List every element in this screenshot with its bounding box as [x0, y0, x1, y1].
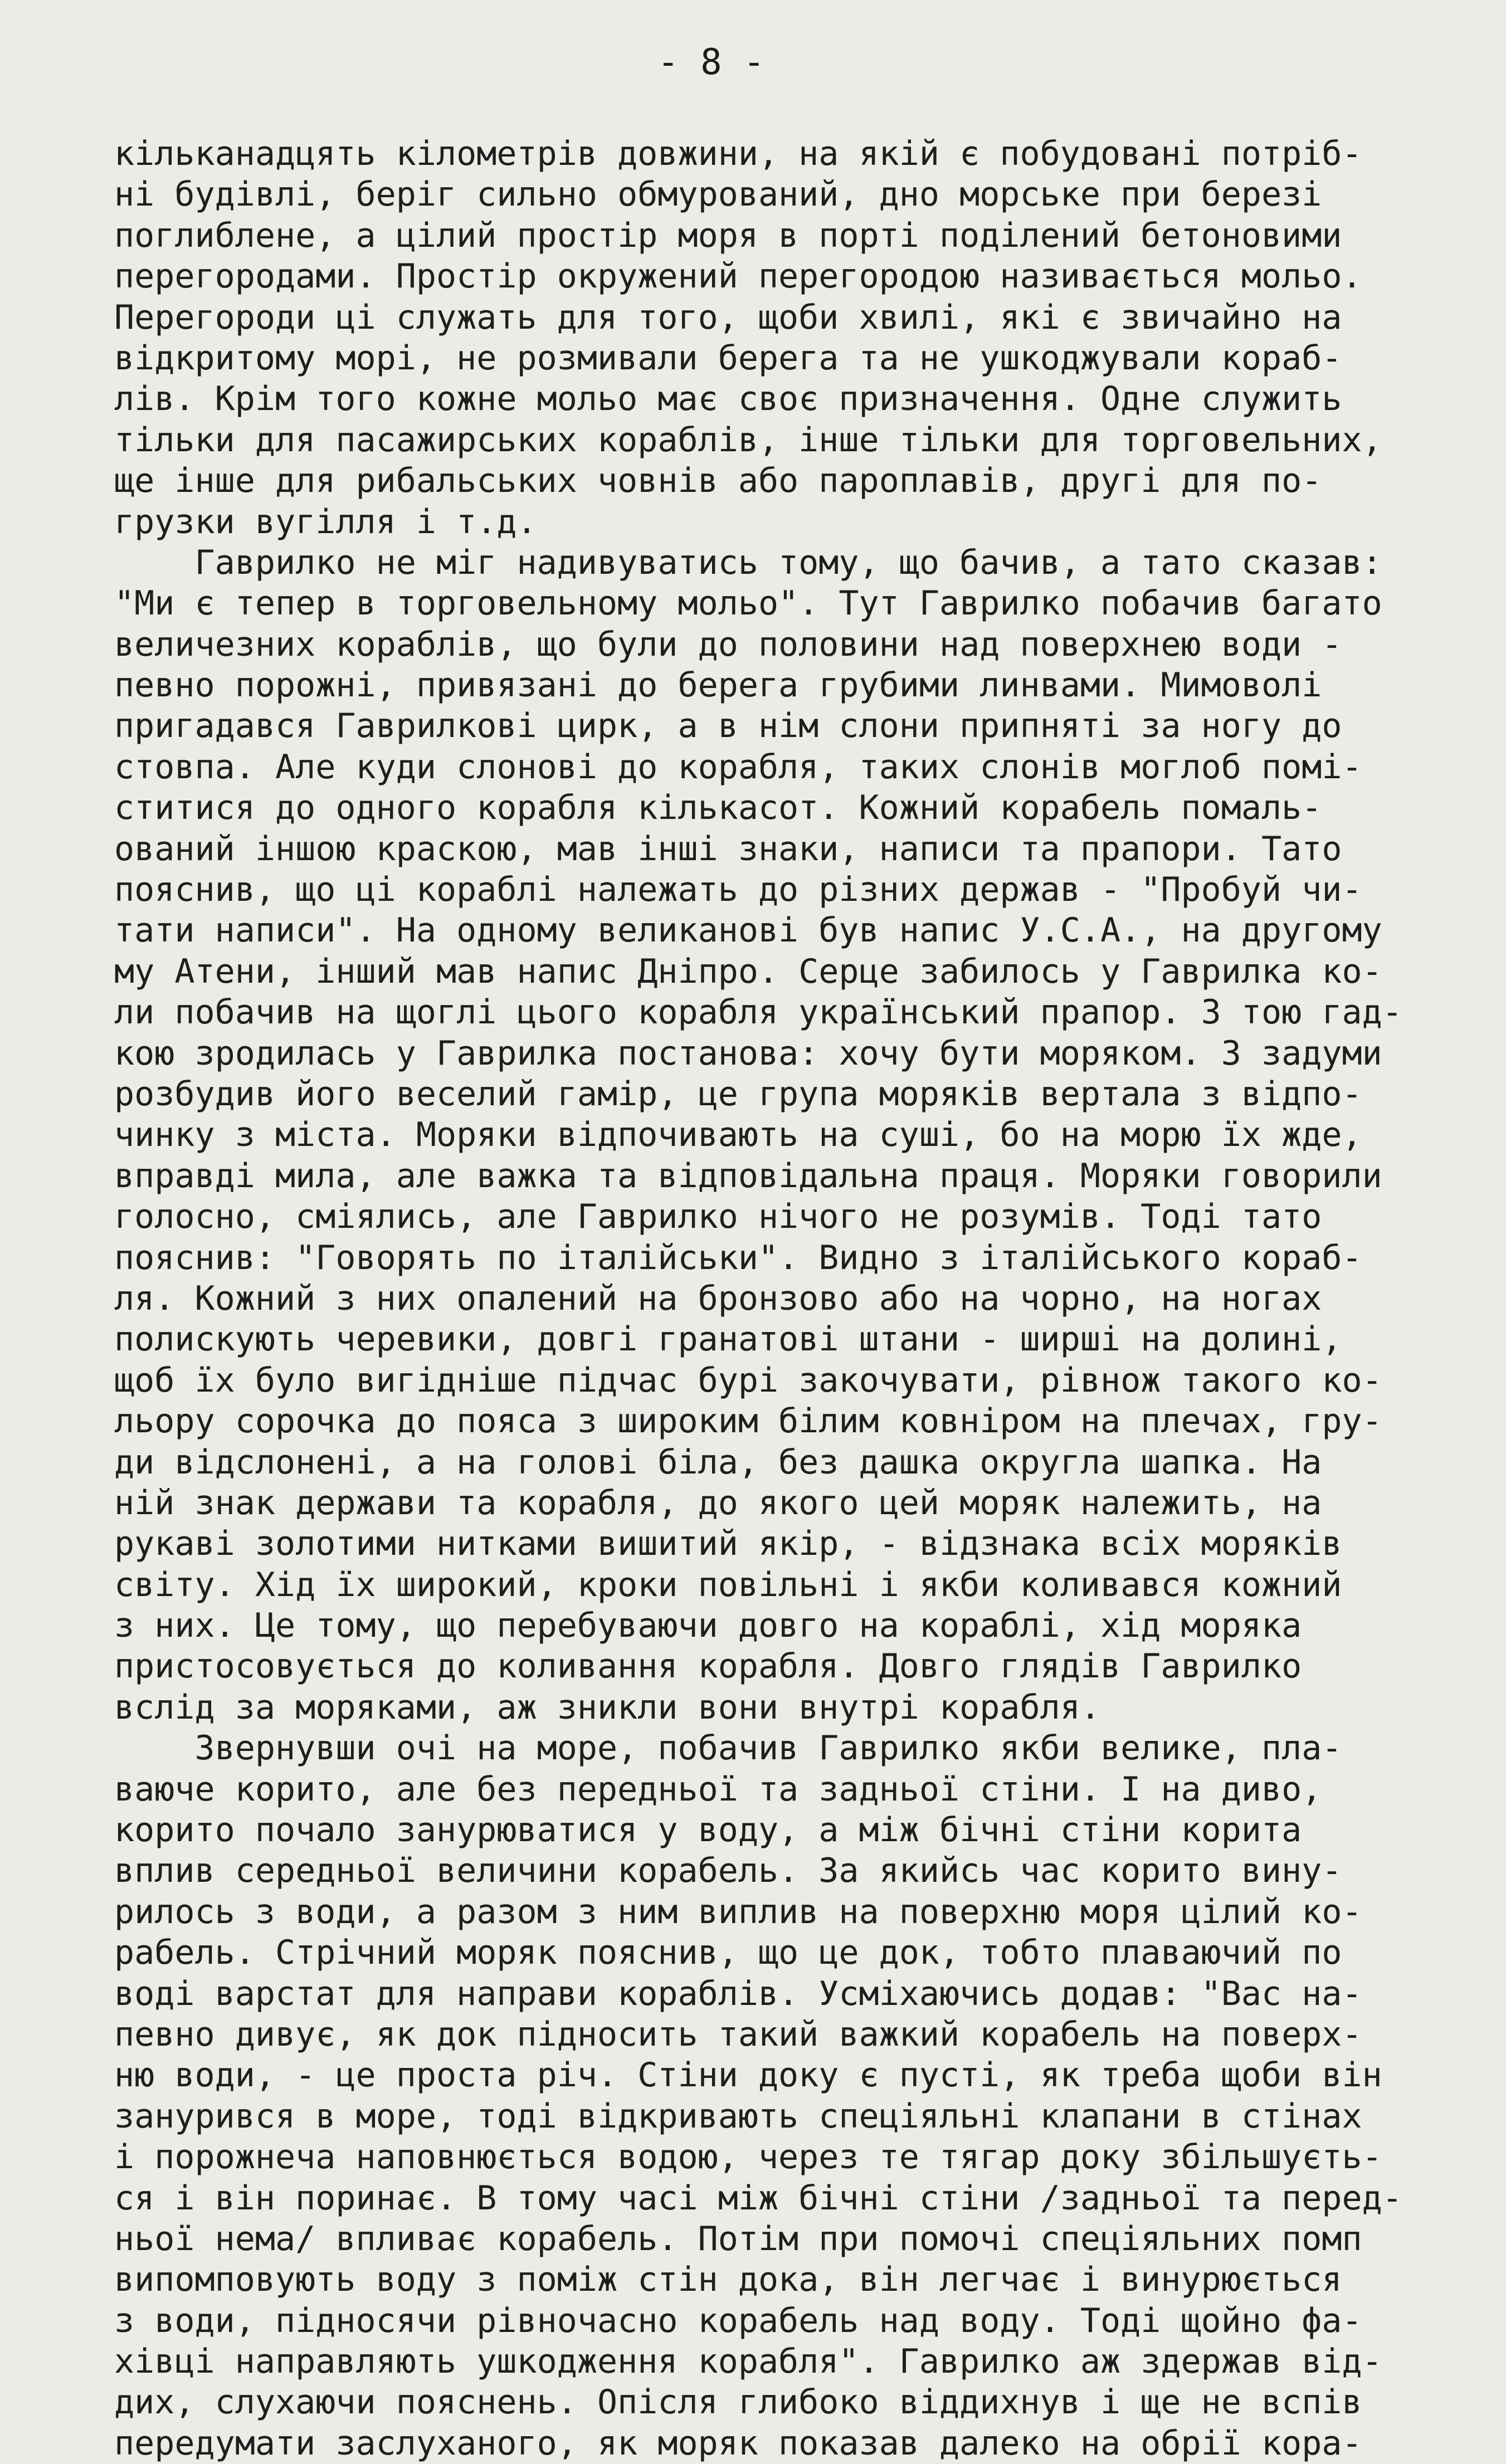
- text-line: ли побачив на щоглі цього корабля український прапор. З тою гад-: [114, 993, 1402, 1032]
- text-line: пояснив: "Говорять по італійськи". Видно з італійського кораб-: [114, 1238, 1362, 1277]
- text-line: розбудив його веселий гамір, це група моряків вертала з відпо-: [114, 1074, 1362, 1114]
- text-line: ще інше для рибальських човнів або пароплавів, другі для по-: [114, 461, 1322, 501]
- text-line: перегородами. Простір окружений перегородою називається мольо.: [114, 257, 1362, 296]
- text-line: дих, слухаючи пояснень. Опісля глибоко віддихнув і ще не вспів: [114, 2383, 1362, 2422]
- text-line: кою зродилась у Гаврилка постанова: хочу бути моряком. З задуми: [114, 1033, 1382, 1073]
- text-line: вслід за моряками, аж зникли вони внутрі корабля.: [114, 1687, 1101, 1727]
- text-line: корито почало занурюватися у воду, а між бічні стіни корита: [114, 1811, 1302, 1850]
- text-line: ньої нема/ впливає корабель. Потім при помочі спеціяльних помп: [114, 2219, 1362, 2258]
- text-line: полискують черевики, довгі гранатові штани - ширші на долині,: [114, 1320, 1342, 1359]
- text-line: льору сорочка до пояса з широким білим ковніром на плечах, гру-: [114, 1402, 1382, 1441]
- text-line: чинку з міста. Моряки відпочивають на суші, бо на морю їх жде,: [114, 1115, 1362, 1155]
- text-line: вправді мила, але важка та відповідальна праця. Моряки говорили: [114, 1156, 1382, 1196]
- text-line: з них. Це тому, що перебуваючи довго на кораблі, хід моряка: [114, 1606, 1302, 1646]
- text-line: занурився в море, тоді відкривають спеціяльні клапани в стінах: [114, 2096, 1362, 2136]
- text-line: воді варстат для направи кораблів. Усміхаючись додав: "Вас на-: [114, 1974, 1362, 2013]
- text-line: кільканадцять кілометрів довжини, на якій є побудовані потріб-: [114, 134, 1362, 173]
- text-line: передумати заслуханого, як моряк показав далеко на обрії кора-: [114, 2423, 1362, 2463]
- text-line: з води, підносячи рівночасно корабель над воду. Тоді щойно фа-: [114, 2301, 1362, 2340]
- text-line: певно дивує, як док підносить такий важкий корабель на поверх-: [114, 2014, 1362, 2054]
- text-line: рилось з води, а разом з ним виплив на поверхню моря цілий ко-: [114, 1892, 1362, 1931]
- text-line: Звернувши очі на море, побачив Гаврилко якби велике, пла-: [114, 1729, 1342, 1768]
- text-line: щоб їх було вигідніше підчас бурі закочувати, рівнож такого ко-: [114, 1360, 1382, 1400]
- text-line: відкритому морі, не розмивали берега та не ушкоджували кораб-: [114, 338, 1342, 378]
- text-line: хівці направляють ушкодження корабля". Гаврилко аж здержав від-: [114, 2342, 1382, 2382]
- text-line: ні будівлі, беріг сильно обмурований, дно морське при березі: [114, 175, 1322, 214]
- text-line: певно порожні, привязані до берега грубими линвами. Мимоволі: [114, 666, 1322, 705]
- text-line: му Атени, інший мав напис Дніпро. Серце забилось у Гаврилка ко-: [114, 952, 1382, 991]
- text-line: Гаврилко не міг надивуватись тому, що бачив, а тато сказав:: [114, 543, 1382, 582]
- text-line: величезних кораблів, що були до половини над поверхнею води -: [114, 624, 1342, 664]
- text-line: пригадався Гаврилкові цирк, а в нім слони припняті за ногу до: [114, 706, 1342, 746]
- text-line: ваюче корито, але без передньої та задньої стіни. І на диво,: [114, 1769, 1322, 1809]
- text-line: рабель. Стрічний моряк пояснив, що це док, тобто плаваючий по: [114, 1933, 1342, 1973]
- text-line: ди відслонені, а на голові біла, без дашка округла шапка. На: [114, 1442, 1322, 1482]
- page-number: - 8 -: [657, 42, 765, 83]
- text-line: тільки для пасажирських кораблів, інше тільки для торговельних,: [114, 420, 1382, 460]
- text-line: рукаві золотими нитками вишитий якір, - відзнака всіх моряків: [114, 1524, 1342, 1564]
- text-line: вплив середньої величини корабель. За якийсь час корито вину-: [114, 1851, 1342, 1891]
- text-line: пояснив, що ці кораблі належать до різних держав - "Пробуй чи-: [114, 870, 1362, 910]
- text-line: світу. Хід їх широкий, кроки повільні і якби коливався кожний: [114, 1565, 1342, 1604]
- text-line: ню води, - це проста річ. Стіни доку є пусті, як треба щоби він: [114, 2056, 1382, 2095]
- text-line: ля. Кожний з них опалений на бронзово або на чорно, на ногах: [114, 1279, 1322, 1318]
- body-text: [114, 134, 1463, 2464]
- text-line: ся і він поринає. В тому часі між бічні стіни /задньої та перед-: [114, 2178, 1402, 2218]
- text-line: пристосовується до коливання корабля. Довго глядів Гаврилко: [114, 1647, 1302, 1686]
- text-line: голосно, сміялись, але Гаврилко нічого не розумів. Тоді тато: [114, 1197, 1322, 1237]
- text-line: ній знак держави та корабля, до якого цей моряк належить, на: [114, 1483, 1322, 1523]
- text-line: стовпа. Але куди слонові до корабля, таких слонів моглоб помі-: [114, 747, 1362, 787]
- text-line: ститися до одного корабля кількасот. Кожний корабель помаль-: [114, 788, 1322, 828]
- text-line: "Ми є тепер в торговельному мольо". Тут Гаврилко побачив багато: [114, 584, 1382, 623]
- text-line: Перегороди ці служать для того, щоби хвилі, які є звичайно на: [114, 297, 1342, 337]
- text-line: ований іншою краскою, мав інші знаки, написи та прапори. Тато: [114, 829, 1342, 869]
- text-line: і порожнеча наповнюється водою, через те тягар доку збільшуєть-: [114, 2138, 1382, 2177]
- text-line: грузки вугілля і т.д.: [114, 502, 537, 541]
- text-line: лів. Крім того кожне мольо має своє призначення. Одне служить: [114, 379, 1342, 419]
- text-line: поглиблене, а цілий простір моря в порті поділений бетоновими: [114, 216, 1342, 255]
- text-line: тати написи". На одному великанові був напис У.С.А., на другому: [114, 911, 1382, 950]
- text-line: випомповують воду з поміж стін дока, він легчає і винурюється: [114, 2260, 1342, 2300]
